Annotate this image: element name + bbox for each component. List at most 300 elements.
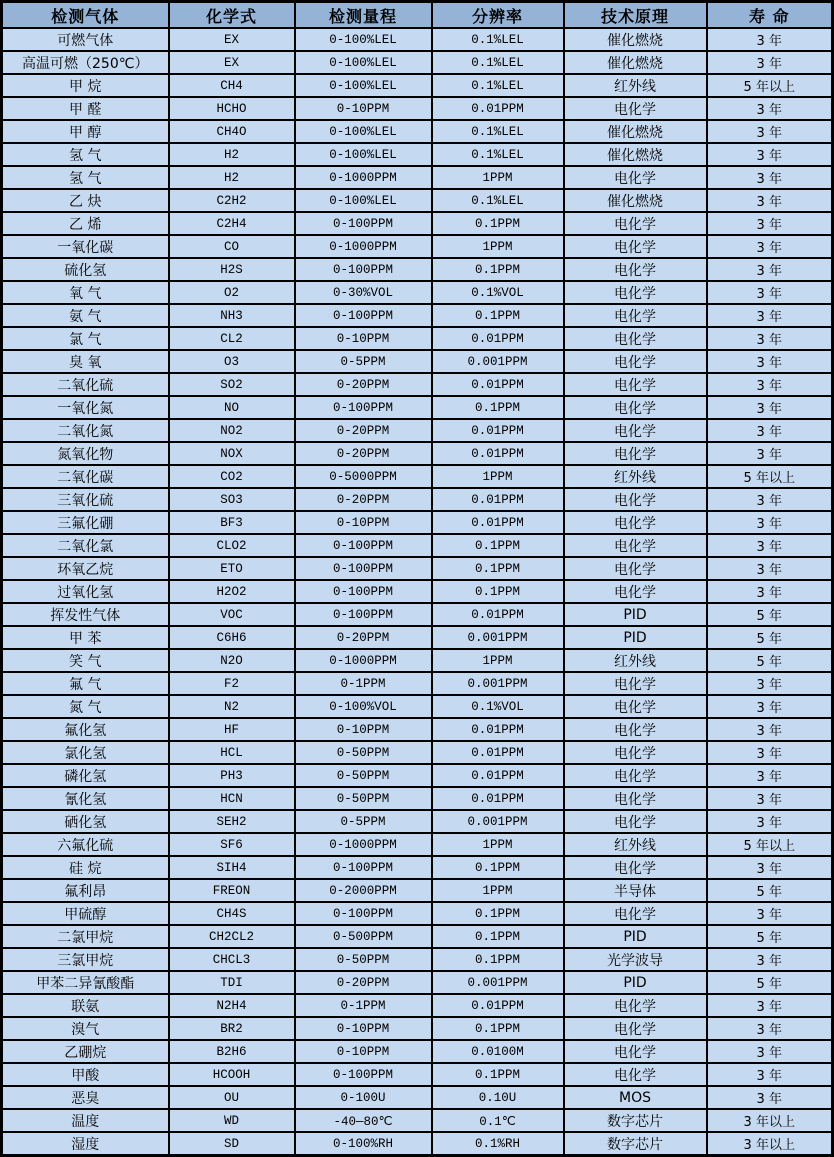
cell-range: 0-1000PPM [295,166,432,189]
cell-gas: 硫化氢 [2,258,169,281]
cell-principle: 电化学 [564,902,707,925]
cell-principle: 电化学 [564,396,707,419]
cell-range: 0-5PPM [295,350,432,373]
cell-lifespan: 3 年 [707,787,833,810]
cell-gas: 一氧化碳 [2,235,169,258]
cell-resolution: 0.01PPM [432,787,564,810]
cell-gas: 湿度 [2,1132,169,1156]
cell-formula: NO [169,396,295,419]
cell-formula: BR2 [169,1017,295,1040]
cell-resolution: 0.01PPM [432,442,564,465]
cell-formula: EX [169,51,295,74]
cell-lifespan: 3 年 [707,718,833,741]
cell-range: 0-50PPM [295,948,432,971]
table-row [2,235,833,258]
cell-range: 0-50PPM [295,787,432,810]
cell-lifespan: 3 年 [707,1017,833,1040]
cell-principle: 电化学 [564,442,707,465]
cell-formula: H2 [169,166,295,189]
table-row [2,304,833,327]
table-row [2,948,833,971]
cell-lifespan: 3 年 [707,212,833,235]
cell-lifespan: 3 年 [707,143,833,166]
cell-range: 0-20PPM [295,419,432,442]
cell-range: 0-1PPM [295,672,432,695]
cell-formula: CL2 [169,327,295,350]
table-row [2,672,833,695]
cell-principle: 电化学 [564,304,707,327]
cell-range: 0-10PPM [295,1017,432,1040]
cell-gas: 笑 气 [2,649,169,672]
cell-principle: 催化燃烧 [564,120,707,143]
cell-principle: 催化燃烧 [564,51,707,74]
cell-principle: 电化学 [564,281,707,304]
table-row [2,97,833,120]
cell-lifespan: 3 年以上 [707,1109,833,1132]
cell-range: 0-20PPM [295,488,432,511]
cell-range: 0-10PPM [295,97,432,120]
cell-principle: 电化学 [564,810,707,833]
cell-range: 0-100PPM [295,1063,432,1086]
cell-range: 0-10PPM [295,718,432,741]
cell-lifespan: 3 年 [707,1040,833,1063]
cell-formula: NO2 [169,419,295,442]
cell-range: 0-5000PPM [295,465,432,488]
cell-principle: 红外线 [564,465,707,488]
cell-lifespan: 3 年 [707,304,833,327]
table-row [2,143,833,166]
cell-resolution: 0.1%RH [432,1132,564,1156]
cell-gas: 甲硫醇 [2,902,169,925]
cell-range: 0-10PPM [295,1040,432,1063]
table-row [2,603,833,626]
cell-range: 0-100PPM [295,258,432,281]
cell-principle: 电化学 [564,511,707,534]
cell-formula: N2O [169,649,295,672]
cell-gas: 二氯甲烷 [2,925,169,948]
cell-resolution: 0.001PPM [432,810,564,833]
table-row [2,741,833,764]
cell-principle: 电化学 [564,787,707,810]
cell-gas: 甲 醇 [2,120,169,143]
cell-resolution: 0.1%VOL [432,695,564,718]
cell-formula: H2S [169,258,295,281]
cell-resolution: 0.1PPM [432,212,564,235]
cell-formula: NH3 [169,304,295,327]
cell-principle: 电化学 [564,764,707,787]
cell-gas: 氯 气 [2,327,169,350]
cell-lifespan: 3 年 [707,1063,833,1086]
cell-formula: SO3 [169,488,295,511]
cell-lifespan: 5 年 [707,603,833,626]
cell-gas: 氟化氢 [2,718,169,741]
table-row [2,534,833,557]
gas-table-body [2,28,833,1156]
table-row [2,327,833,350]
cell-resolution: 0.1PPM [432,925,564,948]
cell-resolution: 0.0100M [432,1040,564,1063]
cell-range: 0-100%LEL [295,28,432,51]
cell-resolution: 0.1PPM [432,948,564,971]
cell-range: 0-10PPM [295,327,432,350]
table-row [2,258,833,281]
cell-lifespan: 3 年 [707,488,833,511]
table-row [2,488,833,511]
cell-principle: 数字芯片 [564,1109,707,1132]
cell-formula: CH4O [169,120,295,143]
cell-formula: CO2 [169,465,295,488]
cell-gas: 氢 气 [2,143,169,166]
cell-gas: 氢 气 [2,166,169,189]
cell-range: 0-2000PPM [295,879,432,902]
cell-resolution: 0.001PPM [432,971,564,994]
cell-gas: 溴气 [2,1017,169,1040]
cell-principle: 电化学 [564,212,707,235]
cell-formula: HCL [169,741,295,764]
cell-principle: 催化燃烧 [564,28,707,51]
cell-formula: N2H4 [169,994,295,1017]
cell-range: 0-1000PPM [295,649,432,672]
cell-principle: 电化学 [564,557,707,580]
cell-lifespan: 3 年 [707,327,833,350]
cell-formula: H2O2 [169,580,295,603]
cell-resolution: 0.01PPM [432,718,564,741]
table-row [2,373,833,396]
table-row [2,1017,833,1040]
cell-resolution: 0.1PPM [432,396,564,419]
cell-lifespan: 3 年 [707,810,833,833]
cell-principle: 电化学 [564,1040,707,1063]
cell-gas: 甲苯二异氰酸酯 [2,971,169,994]
cell-formula: SD [169,1132,295,1156]
cell-gas: 氨 气 [2,304,169,327]
cell-range: 0-10PPM [295,511,432,534]
cell-formula: VOC [169,603,295,626]
table-row [2,166,833,189]
cell-range: 0-100PPM [295,902,432,925]
cell-resolution: 0.001PPM [432,672,564,695]
cell-gas: 氮 气 [2,695,169,718]
cell-gas: 环氧乙烷 [2,557,169,580]
cell-lifespan: 3 年 [707,557,833,580]
cell-lifespan: 3 年 [707,695,833,718]
cell-principle: 电化学 [564,1063,707,1086]
cell-lifespan: 3 年 [707,442,833,465]
table-row [2,856,833,879]
cell-resolution: 0.01PPM [432,97,564,120]
cell-gas: 氮氧化物 [2,442,169,465]
cell-principle: PID [564,626,707,649]
table-row [2,879,833,902]
cell-formula: O3 [169,350,295,373]
cell-formula: NOX [169,442,295,465]
cell-formula: FREON [169,879,295,902]
cell-formula: B2H6 [169,1040,295,1063]
cell-lifespan: 5 年以上 [707,833,833,856]
cell-formula: CHCL3 [169,948,295,971]
table-row [2,994,833,1017]
cell-gas: 一氧化氮 [2,396,169,419]
table-row [2,649,833,672]
table-row [2,1040,833,1063]
cell-principle: 电化学 [564,695,707,718]
cell-principle: PID [564,603,707,626]
cell-formula: TDI [169,971,295,994]
cell-lifespan: 3 年 [707,189,833,212]
cell-range: 0-1000PPM [295,235,432,258]
cell-lifespan: 5 年 [707,626,833,649]
cell-gas: 氧 气 [2,281,169,304]
cell-gas: 乙硼烷 [2,1040,169,1063]
cell-lifespan: 3 年 [707,28,833,51]
cell-resolution: 0.01PPM [432,327,564,350]
cell-resolution: 1PPM [432,833,564,856]
cell-formula: HF [169,718,295,741]
cell-lifespan: 3 年 [707,419,833,442]
cell-principle: 电化学 [564,373,707,396]
table-row [2,28,833,51]
cell-resolution: 1PPM [432,166,564,189]
cell-lifespan: 5 年以上 [707,465,833,488]
table-row [2,212,833,235]
cell-gas: 磷化氢 [2,764,169,787]
cell-formula: WD [169,1109,295,1132]
cell-formula: ETO [169,557,295,580]
cell-range: 0-100%VOL [295,695,432,718]
cell-range: 0-100%LEL [295,51,432,74]
cell-resolution: 0.1PPM [432,258,564,281]
cell-principle: 电化学 [564,327,707,350]
cell-range: 0-100PPM [295,557,432,580]
cell-lifespan: 3 年 [707,258,833,281]
cell-formula: F2 [169,672,295,695]
cell-resolution: 0.10U [432,1086,564,1109]
cell-range: 0-100%LEL [295,143,432,166]
cell-principle: 红外线 [564,649,707,672]
column-header-lifespan: 寿 命 [707,2,833,29]
table-row [2,902,833,925]
cell-resolution: 1PPM [432,649,564,672]
table-row [2,810,833,833]
cell-gas: 恶臭 [2,1086,169,1109]
cell-resolution: 0.01PPM [432,603,564,626]
column-header-gas: 检测气体 [2,2,169,29]
table-row [2,580,833,603]
cell-principle: 数字芯片 [564,1132,707,1156]
table-row [2,1086,833,1109]
cell-range: 0-100%LEL [295,189,432,212]
cell-resolution: 0.01PPM [432,994,564,1017]
table-row [2,281,833,304]
cell-range: 0-100%LEL [295,120,432,143]
cell-range: 0-100%RH [295,1132,432,1156]
table-row [2,396,833,419]
cell-lifespan: 3 年 [707,511,833,534]
cell-gas: 三氧化硫 [2,488,169,511]
cell-resolution: 0.01PPM [432,511,564,534]
cell-lifespan: 3 年 [707,120,833,143]
cell-gas: 二氧化碳 [2,465,169,488]
cell-resolution: 0.1PPM [432,580,564,603]
cell-resolution: 0.1PPM [432,856,564,879]
cell-gas: 三氟化硼 [2,511,169,534]
cell-lifespan: 3 年 [707,764,833,787]
column-header-range: 检测量程 [295,2,432,29]
cell-range: -40—80℃ [295,1109,432,1132]
cell-gas: 氰化氢 [2,787,169,810]
cell-range: 0-100PPM [295,396,432,419]
cell-resolution: 0.001PPM [432,350,564,373]
cell-principle: 红外线 [564,833,707,856]
table-row [2,925,833,948]
column-header-principle: 技术原理 [564,2,707,29]
cell-principle: 光学波导 [564,948,707,971]
cell-resolution: 0.001PPM [432,626,564,649]
cell-formula: OU [169,1086,295,1109]
cell-lifespan: 3 年 [707,672,833,695]
cell-lifespan: 3 年 [707,373,833,396]
cell-principle: 电化学 [564,856,707,879]
cell-range: 0-100PPM [295,212,432,235]
cell-resolution: 0.01PPM [432,488,564,511]
cell-range: 0-5PPM [295,810,432,833]
cell-gas: 氯化氢 [2,741,169,764]
cell-resolution: 0.1%LEL [432,51,564,74]
cell-gas: 挥发性气体 [2,603,169,626]
cell-gas: 氟 气 [2,672,169,695]
cell-lifespan: 3 年 [707,580,833,603]
table-row [2,764,833,787]
cell-principle: 半导体 [564,879,707,902]
cell-formula: PH3 [169,764,295,787]
cell-gas: 高温可燃（250℃） [2,51,169,74]
table-row [2,1109,833,1132]
cell-range: 0-100PPM [295,580,432,603]
cell-formula: SIH4 [169,856,295,879]
cell-gas: 六氟化硫 [2,833,169,856]
table-row [2,74,833,97]
table-row [2,189,833,212]
cell-lifespan: 3 年 [707,902,833,925]
cell-resolution: 1PPM [432,879,564,902]
cell-principle: 催化燃烧 [564,143,707,166]
cell-principle: 催化燃烧 [564,189,707,212]
table-row [2,557,833,580]
cell-resolution: 0.1%LEL [432,189,564,212]
table-header [2,2,833,29]
cell-formula: EX [169,28,295,51]
cell-resolution: 0.1PPM [432,557,564,580]
cell-principle: 电化学 [564,672,707,695]
cell-resolution: 1PPM [432,465,564,488]
cell-principle: 电化学 [564,488,707,511]
cell-principle: PID [564,971,707,994]
cell-gas: 过氧化氢 [2,580,169,603]
cell-principle: 电化学 [564,258,707,281]
cell-resolution: 0.1%LEL [432,143,564,166]
cell-gas: 甲 醛 [2,97,169,120]
cell-gas: 二氧化氯 [2,534,169,557]
cell-resolution: 1PPM [432,235,564,258]
cell-range: 0-50PPM [295,764,432,787]
cell-formula: C2H2 [169,189,295,212]
cell-resolution: 0.1PPM [432,534,564,557]
table-row [2,695,833,718]
cell-lifespan: 5 年 [707,925,833,948]
cell-gas: 三氯甲烷 [2,948,169,971]
cell-lifespan: 5 年 [707,649,833,672]
cell-range: 0-30%VOL [295,281,432,304]
cell-formula: HCOOH [169,1063,295,1086]
cell-lifespan: 3 年 [707,948,833,971]
cell-principle: 电化学 [564,534,707,557]
cell-principle: PID [564,925,707,948]
cell-principle: 电化学 [564,419,707,442]
cell-range: 0-100PPM [295,856,432,879]
table-row [2,51,833,74]
cell-range: 0-100PPM [295,534,432,557]
cell-lifespan: 3 年 [707,235,833,258]
cell-formula: CLO2 [169,534,295,557]
cell-gas: 可燃气体 [2,28,169,51]
cell-resolution: 0.1PPM [432,1017,564,1040]
table-row [2,718,833,741]
cell-formula: C2H4 [169,212,295,235]
table-row [2,787,833,810]
cell-resolution: 0.1%VOL [432,281,564,304]
cell-resolution: 0.1PPM [432,902,564,925]
cell-resolution: 0.01PPM [432,373,564,396]
table-row [2,626,833,649]
cell-lifespan: 3 年 [707,166,833,189]
cell-resolution: 0.1PPM [432,1063,564,1086]
cell-range: 0-1PPM [295,994,432,1017]
cell-formula: H2 [169,143,295,166]
cell-gas: 臭 氧 [2,350,169,373]
cell-lifespan: 3 年 [707,856,833,879]
cell-range: 0-20PPM [295,373,432,396]
cell-resolution: 0.1%LEL [432,74,564,97]
table-row [2,419,833,442]
cell-gas: 温度 [2,1109,169,1132]
cell-principle: 电化学 [564,1017,707,1040]
cell-resolution: 0.1%LEL [432,120,564,143]
cell-principle: 电化学 [564,350,707,373]
column-header-resolution: 分辨率 [432,2,564,29]
cell-principle: 电化学 [564,718,707,741]
cell-range: 0-500PPM [295,925,432,948]
cell-range: 0-20PPM [295,442,432,465]
cell-lifespan: 3 年 [707,741,833,764]
cell-formula: N2 [169,695,295,718]
cell-formula: C6H6 [169,626,295,649]
cell-range: 0-1000PPM [295,833,432,856]
cell-lifespan: 3 年 [707,396,833,419]
cell-range: 0-50PPM [295,741,432,764]
cell-gas: 乙 炔 [2,189,169,212]
cell-gas: 二氧化氮 [2,419,169,442]
cell-lifespan: 3 年 [707,534,833,557]
cell-resolution: 0.1℃ [432,1109,564,1132]
cell-lifespan: 3 年 [707,1086,833,1109]
cell-principle: 电化学 [564,97,707,120]
cell-range: 0-20PPM [295,626,432,649]
cell-gas: 氟利昂 [2,879,169,902]
cell-formula: SF6 [169,833,295,856]
cell-gas: 甲 烷 [2,74,169,97]
cell-gas: 甲 苯 [2,626,169,649]
cell-formula: CO [169,235,295,258]
